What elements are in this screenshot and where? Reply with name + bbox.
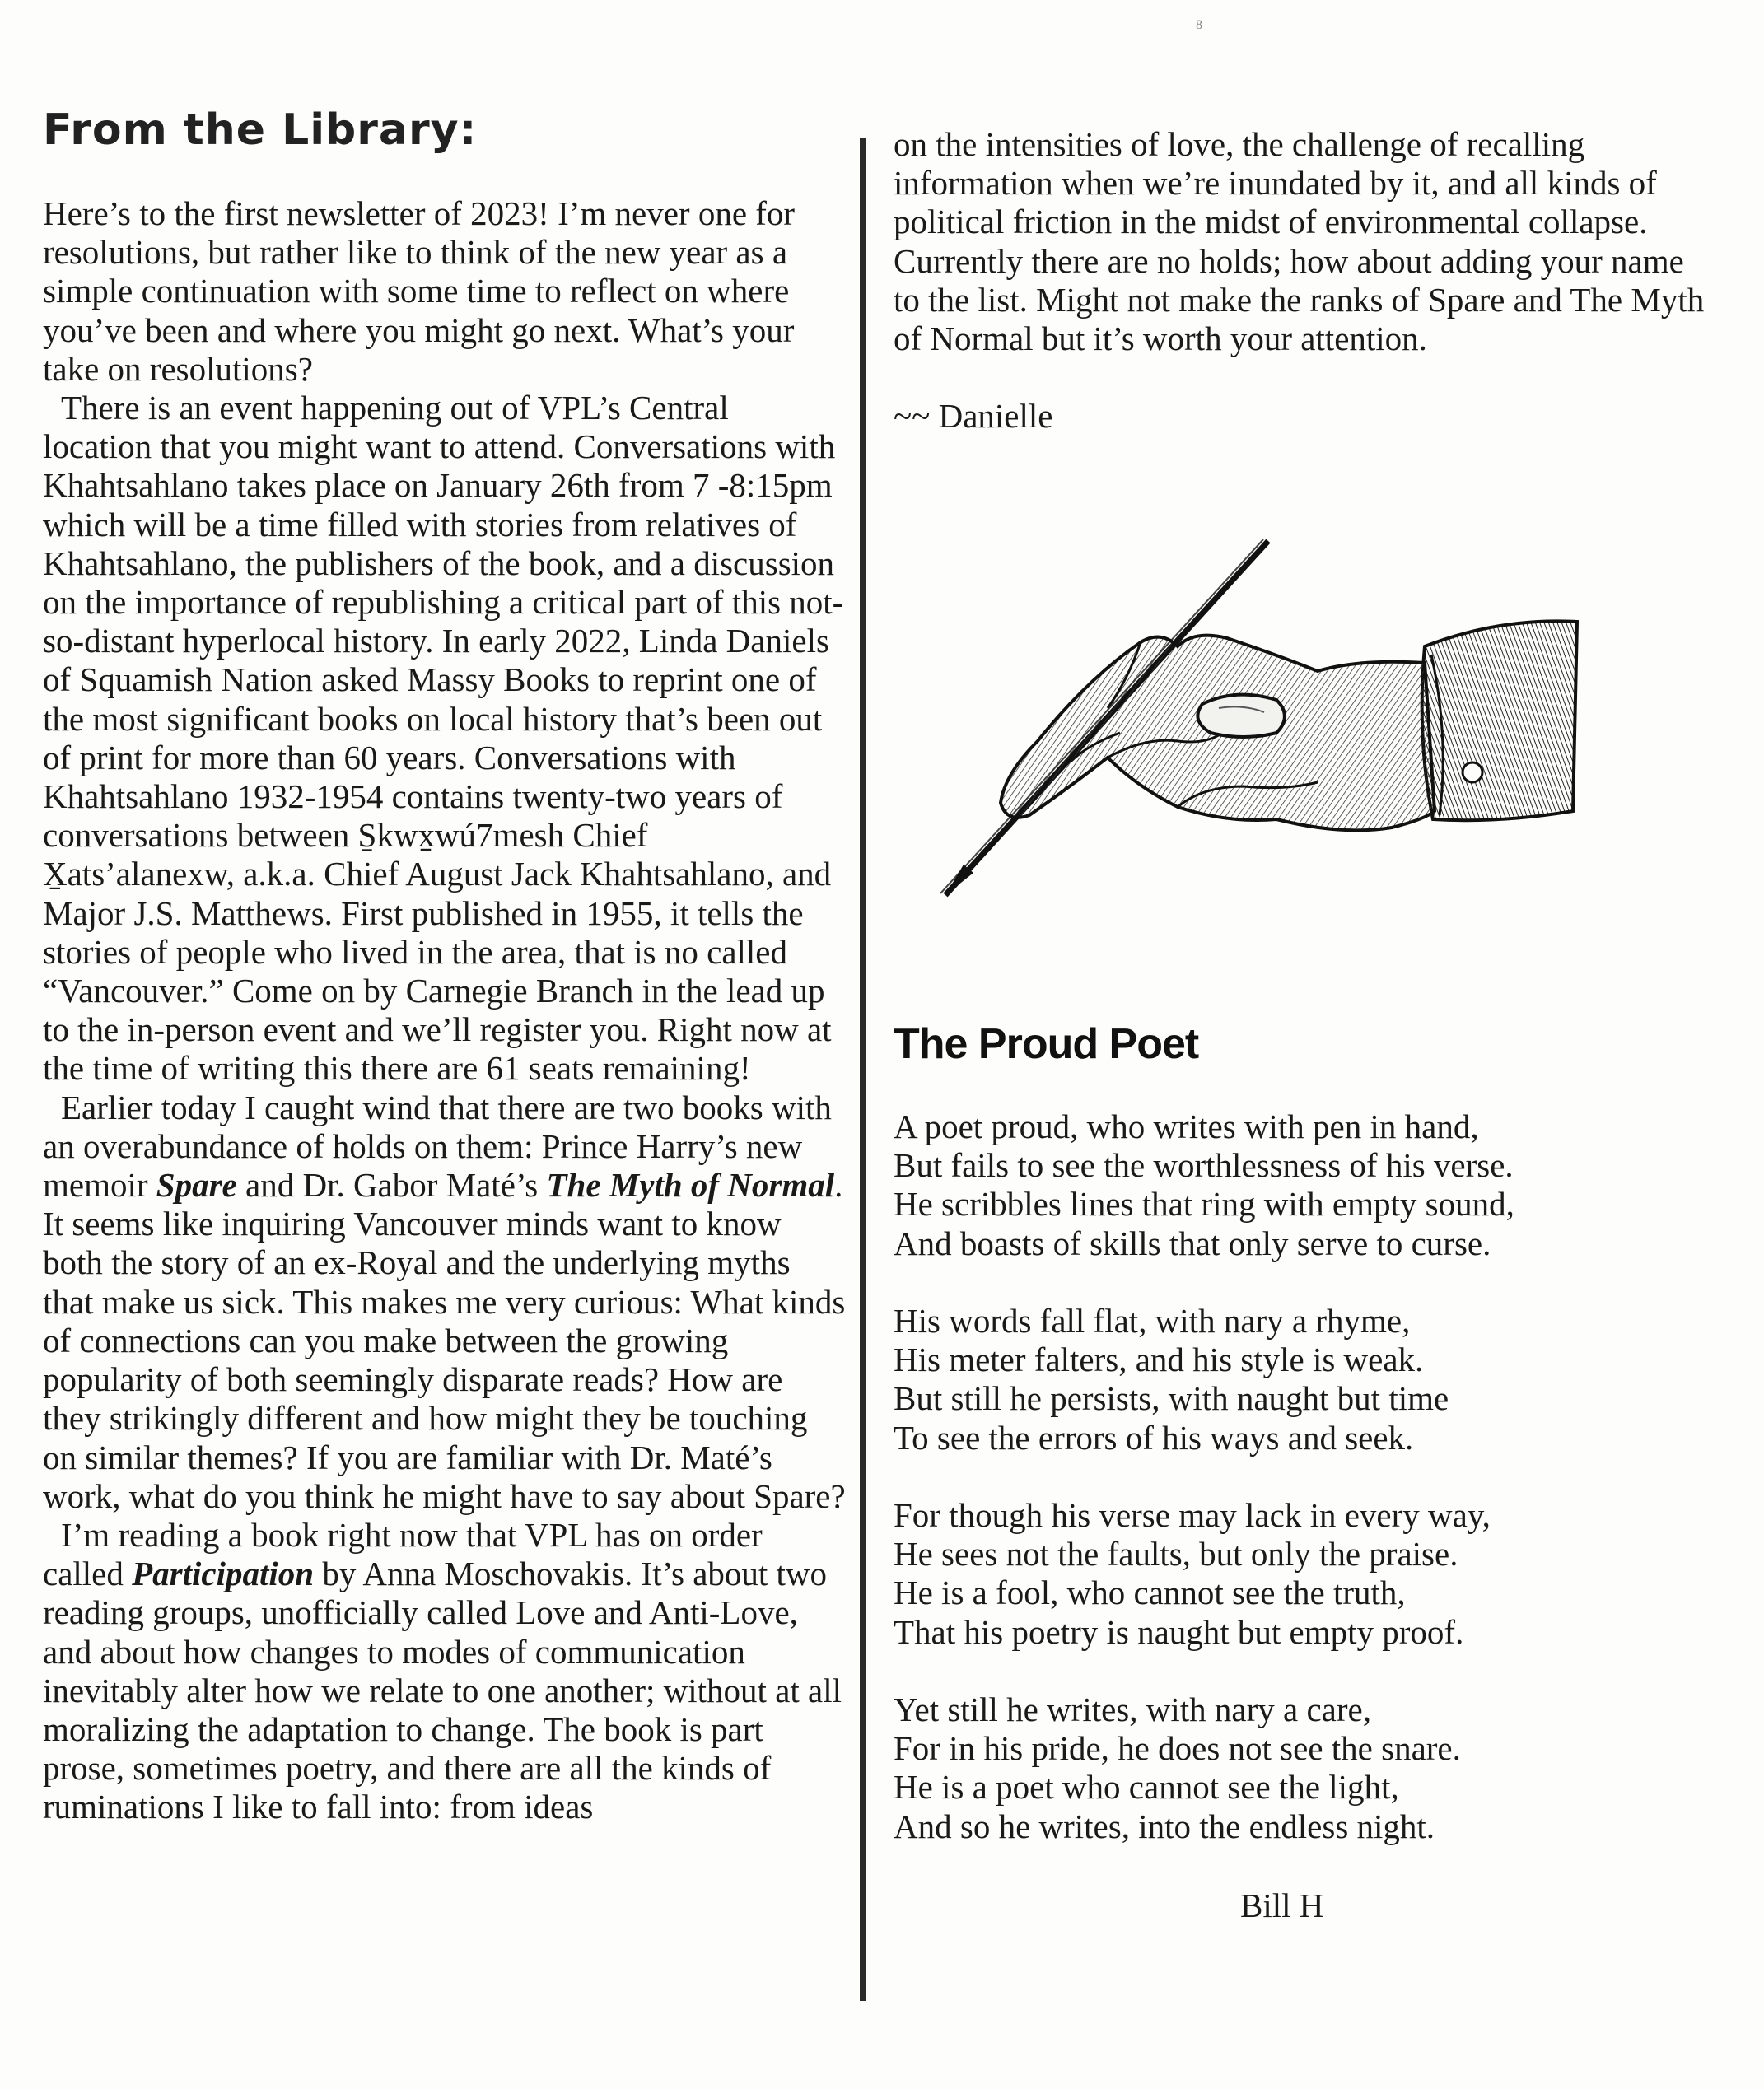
hand-holding-pen-icon <box>931 539 1581 902</box>
poem-line: But fails to see the worthlessness of his verse. <box>894 1146 1514 1185</box>
paragraph-holds <box>43 1089 846 1516</box>
book-title-participation: Participation <box>132 1555 315 1593</box>
poem-line: He is a fool, who cannot see the truth, <box>894 1574 1406 1612</box>
library-column <box>43 105 846 1827</box>
poem-body <box>894 1107 1717 1885</box>
paragraph-reading <box>43 1516 846 1827</box>
poem-line: His meter falters, and his style is weak. <box>894 1341 1424 1379</box>
stanza <box>894 1302 1717 1457</box>
paragraph-holds-a: Earlier today I caught wind that there are two books with an overabundance of holds on them: Prince Harry’s new memoir <box>43 1088 832 1205</box>
poem-line: He sees not the faults, but only the praise. <box>894 1535 1458 1574</box>
paragraph-reading-a: I’m reading a book right now that VPL has on order called <box>43 1515 763 1593</box>
column-divider <box>860 138 866 2001</box>
poem-line: For though his verse may lack in every way, <box>894 1496 1491 1534</box>
paragraph-holds-c: . It seems like inquiring Vancouver minds want to know both the story of an ex-Royal and the underlying myths that make us sick. This makes me very curious: What kinds of connections can you make between the growing popularity of both seemingly disparate reads? How are they strikingly different and how might they be touching on similar themes? If you are familiar with Dr. Maté’s work, what do you think he might have to say about Spare? <box>43 1166 846 1515</box>
poem-author: Bill H <box>1240 1886 1324 1924</box>
signature-danielle: ~~ Danielle <box>894 397 1053 436</box>
poem-line: For in his pride, he does not see the snare. <box>894 1729 1461 1768</box>
book-title-spare: Spare <box>156 1166 237 1205</box>
paragraph-continuation: on the intensities of love, the challenge of recalling information when we’re inundated by it, and all kinds of political friction in the midst of environmental collapse. Currently there are no holds; how about adding your name to the list. Might not make the ranks of Spare and The Myth of Normal but it’s worth your attention. <box>894 125 1705 358</box>
poem-line: A poet proud, who writes with pen in hand, <box>894 1107 1479 1145</box>
paragraph-intro: Here’s to the first newsletter of 2023! I’m never one for resolutions, but rather like to think of the new year as a simple continuation with some time to reflect on where you’ve been and where you might go next. What’s your take on resolutions? <box>43 194 796 388</box>
poem-line: That his poetry is naught but empty proof. <box>894 1612 1464 1651</box>
poem-line: Yet still he writes, with nary a care, <box>894 1690 1371 1728</box>
poem-line: He is a poet who cannot see the light, <box>894 1768 1399 1807</box>
poem-line: To see the errors of his ways and seek. <box>894 1418 1414 1457</box>
poem-line: He scribbles lines that ring with empty sound, <box>894 1185 1514 1224</box>
library-heading: From the Library: <box>43 105 478 155</box>
library-article <box>43 194 846 1827</box>
book-title-myth: The Myth of Normal <box>546 1166 835 1205</box>
poem-line: And boasts of skills that only serve to curse. <box>894 1224 1491 1262</box>
poem-line: And so he writes, into the endless night. <box>894 1807 1435 1845</box>
paragraph-reading-b: by Anna Moschovakis. It’s about two reading groups, unofficially called Love and Anti-Love, and about how changes to modes of communication inevitably alter how we relate to one another; without at all moralizing the adaptation to change. The book is part prose, sometimes poetry, and there are all the kinds of ruminations I like to fall into: from ideas <box>43 1555 842 1826</box>
stanza <box>894 1107 1717 1263</box>
poem-line: His words fall flat, with nary a rhyme, <box>894 1302 1411 1340</box>
paragraph-holds-b: and Dr. Gabor Maté’s <box>236 1166 547 1205</box>
paragraph-event: There is an event happening out of VPL’s Central location that you might want to attend. Conversations with Khahtsahlano takes place on January 26th from 7 -8:15pm which will be a time filled with stories from relatives of Khahtsahlano, the publishers of the book, and a discussion on the importance of republishing a critical part of this not-so-distant hyperlocal history. In early 2022, Linda Daniels of Squamish Nation asked Massy Books to reprint one of the most significant books on local history that’s been out of print for more than 60 years. Conversations with Khahtsahlano 1932-1954 contains twenty-two years of conversations between S̱kwx̱wú7mesh Chief X̱ats’alanexw, a.k.a. Chief August Jack Khahtsahlano, and Major J.S. Matthews. First published in 1955, it tells the stories of people who lived in the area, that is no called “Vancouver.” Come on by Carnegie Branch in the lead up to the in-person event and we’ll register you. Right now at the time of writing this there are 61 seats remaining! <box>43 389 844 1088</box>
stanza <box>894 1690 1717 1846</box>
stanza <box>894 1496 1717 1652</box>
poem-line: But still he persists, with naught but time <box>894 1379 1449 1418</box>
right-column <box>894 125 1717 436</box>
poem-title: The Proud Poet <box>894 1020 1199 1068</box>
page-mark: 8 <box>1196 18 1202 32</box>
